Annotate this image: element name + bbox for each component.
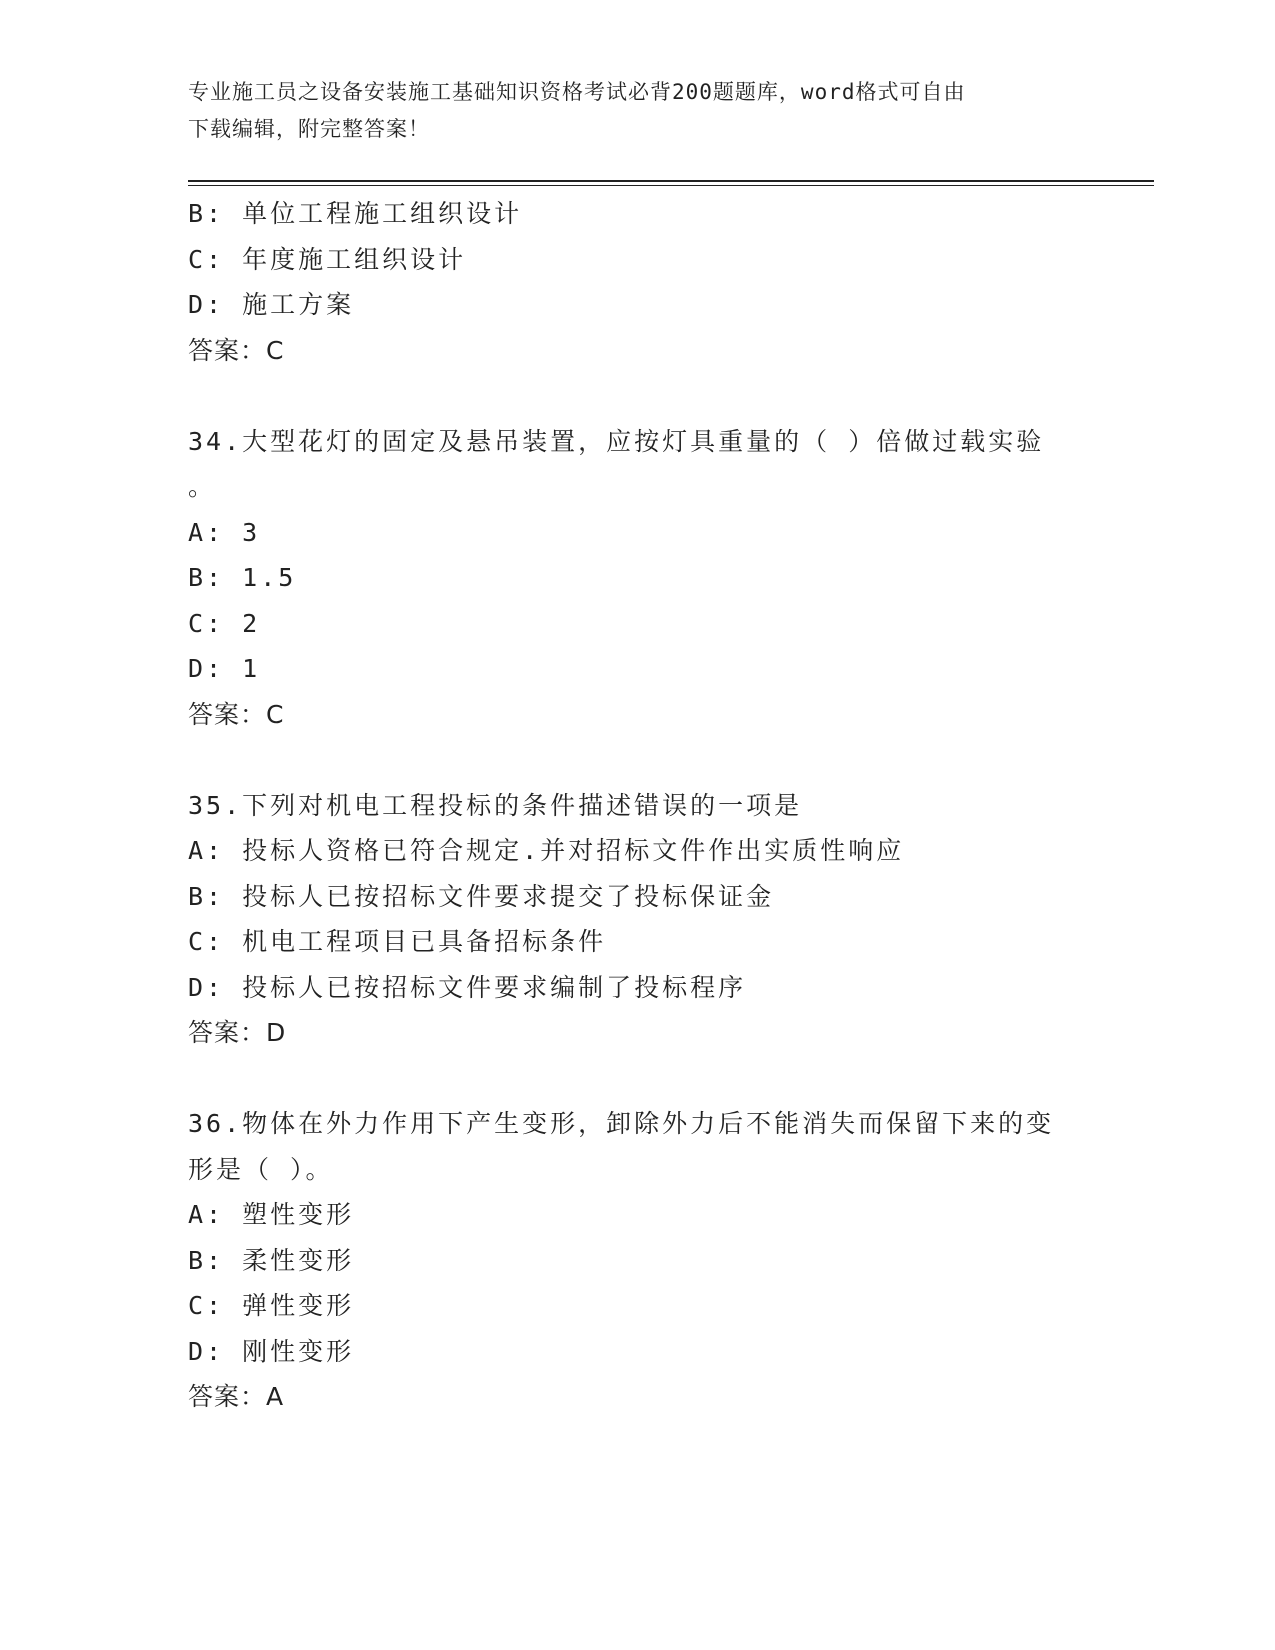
header-title-line-1: 专业施工员之设备安装施工基础知识资格考试必背200题题库，word格式可自由 xyxy=(188,80,966,104)
answer-label: 答案：C xyxy=(188,335,285,365)
spacer xyxy=(188,373,1088,419)
option-d: D: 投标人已按招标文件要求编制了投标程序 xyxy=(188,972,747,1002)
header-rule-thin xyxy=(188,185,1154,186)
option-a: A: 塑性变形 xyxy=(188,1200,355,1229)
answer-label: 答案：A xyxy=(188,1382,285,1411)
spacer xyxy=(188,1056,1088,1102)
question-34 xyxy=(188,419,1088,738)
question-list xyxy=(188,191,1088,1420)
option-c: C: 弹性变形 xyxy=(188,1291,355,1320)
option-d: D: 1 xyxy=(188,654,261,683)
option-c: C: 机电工程项目已具备招标条件 xyxy=(188,927,607,956)
question-stem-continued: 形是（ ）。 xyxy=(188,1154,334,1184)
option-b: B: 柔性变形 xyxy=(188,1245,355,1275)
question-stem-continued: 。 xyxy=(188,472,217,501)
option-b: B: 1.5 xyxy=(188,563,297,592)
option-a: A: 投标人资格已符合规定.并对招标文件作出实质性响应 xyxy=(188,836,905,865)
option-a: A: 3 xyxy=(188,517,261,547)
question-stem: 36.物体在外力作用下产生变形，卸除外力后不能消失而保留下来的变 xyxy=(188,1109,1055,1138)
answer-label: 答案：C xyxy=(188,699,285,729)
document-header xyxy=(188,74,1088,148)
header-title-line-2: 下载编辑，附完整答案！ xyxy=(188,117,430,141)
option-b: B: 投标人已按招标文件要求提交了投标保证金 xyxy=(188,881,775,911)
answer-label: 答案：D xyxy=(188,1018,287,1047)
option-b: B: 单位工程施工组织设计 xyxy=(188,199,523,228)
question-35 xyxy=(188,783,1088,1056)
option-d: D: 刚性变形 xyxy=(188,1336,355,1366)
question-stem: 35.下列对机电工程投标的条件描述错误的一项是 xyxy=(188,790,803,820)
option-c: C: 2 xyxy=(188,608,261,638)
option-c: C: 年度施工组织设计 xyxy=(188,244,467,274)
spacer xyxy=(188,737,1088,783)
option-d: D: 施工方案 xyxy=(188,290,355,319)
question-33-tail xyxy=(188,191,1088,373)
header-rule-thick xyxy=(188,180,1154,182)
question-stem: 34.大型花灯的固定及悬吊装置，应按灯具重量的（ ）倍做过载实验 xyxy=(188,426,1045,456)
question-36 xyxy=(188,1101,1088,1420)
